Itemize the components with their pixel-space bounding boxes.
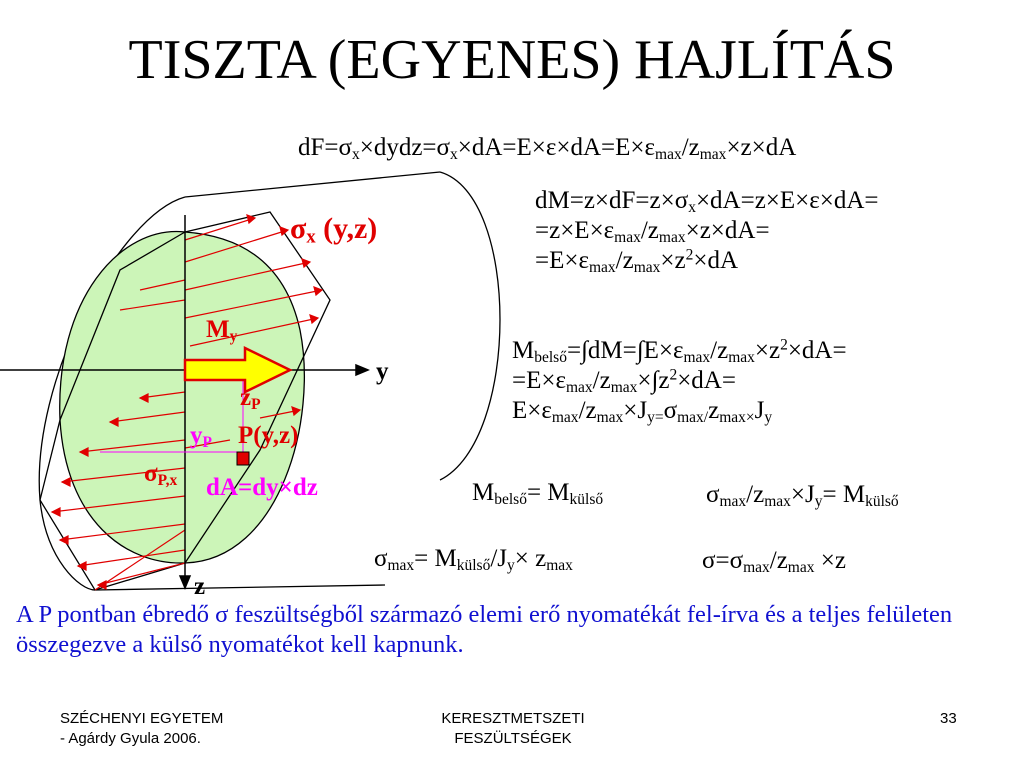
footer-topic-line2: FESZÜLTSÉGEK [454,730,572,747]
footer-university: SZÉCHENYI EGYETEM [60,710,224,727]
description-text: A P pontban ébredő σ feszültségből származó elemi erő nyomatékát fel-írva és a teljes felületen összegezve a külső nyomatékot kell kapnunk. [16,601,953,658]
sigma-xyz-label: $\sigma_x$ (y,z) [290,212,378,248]
moment-label: $M_y$ [206,316,238,345]
footer-topic-line1: KERESZTMETSZETI [441,710,585,727]
equation-sigma-jy: $\sigma_{max}/z_{max}\times J_y= M_{külső}$ [706,481,899,510]
zp-label: $z_P$ [240,384,261,413]
footer-center [418,709,608,749]
footer-left [60,709,223,749]
point-p-label: P(y,z) [238,422,299,449]
sigma-p-label: $\sigma_{P,x}$ [144,460,178,489]
y-axis-label: y [376,358,389,385]
equation-m-internal: $M_{belső}=\int dM=\int E\times\varepsilon_{max}/z_{max}\times z^2\times dA=$ $=E\times\varepsilon_{max}/z_{max}\times\int z^2\times dA=$ $E\times\varepsilon_{max}/z_{max}\times J_{y=}\sigma_{max/}z_{max\times}J_y$ [512,336,847,426]
equation-sigma: $\sigma=\sigma_{max}/z_{max} \times z$ [702,547,846,576]
cross-section [60,232,305,564]
equation-moment-balance: $M_{belső}= M_{külső}$ [472,479,604,508]
z-axis-label: z [194,573,206,600]
equation-df: $dF=\sigma_x\times dydz=\sigma_x\times dA=E\times\varepsilon\times dA=E\times\varepsilon_{max}/z_{max}\times z\times dA$ [298,134,797,163]
page-number: 33 [940,710,957,727]
equation-sigma-max: $\sigma_{max}= M_{külső}/J_y\times z_{max}$ [374,545,573,574]
equation-dm: $dM=z\times dF=z\times\sigma_x\times dA=z\times E\times\varepsilon\times dA=$ $=z\times E\times\varepsilon_{max}/z_{max}\times z\times dA=$ $=E\times\varepsilon_{max}/z_{max}\times z^2\times dA$ [535,187,879,276]
da-label: dA=dy×dz [206,474,318,501]
yp-label: $y_P$ [190,422,212,451]
point-p-marker [237,452,249,465]
slide-title: TISZTA (EGYENES) HAJLÍTÁS [128,29,896,91]
footer-author: - Agárdy Gyula 2006. [60,730,201,747]
